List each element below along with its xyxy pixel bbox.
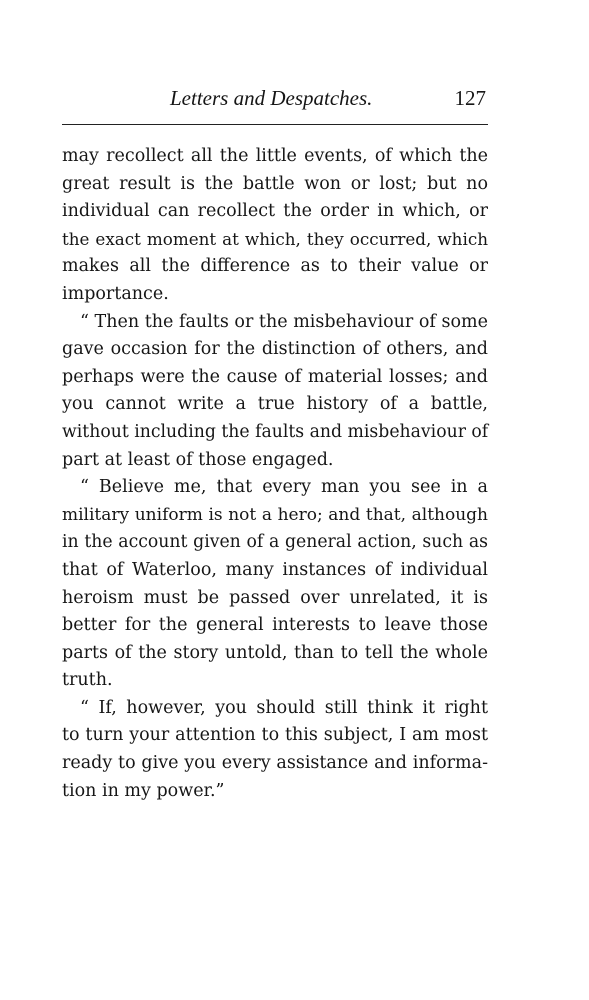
text-line: “ If, however, you should still think it right bbox=[80, 697, 488, 718]
text-line: ready to give you every assistance and informa- bbox=[62, 753, 488, 774]
text-line: truth. bbox=[62, 670, 113, 691]
text-line: that of Waterloo, many instances of individual bbox=[62, 559, 488, 580]
text-line: importance. bbox=[62, 283, 169, 304]
text-line: “ Believe me, that every man you see in a bbox=[80, 477, 488, 498]
text-line: in the account given of a general action, such as bbox=[62, 532, 488, 553]
text-line: “ Then the faults or the misbehaviour of some bbox=[80, 311, 488, 332]
running-title: Letters and Despatches. bbox=[170, 86, 373, 110]
text-line: heroism must be passed over unrelated, it is bbox=[62, 587, 488, 608]
text-line: better for the general interests to leave those bbox=[62, 615, 488, 636]
text-line: parts of the story untold, than to tell the whole bbox=[62, 642, 488, 663]
text-line: military uniform is not a hero; and that, although bbox=[62, 504, 488, 525]
running-head bbox=[62, 84, 488, 112]
text-line: without including the faults and misbehaviour of bbox=[62, 421, 489, 442]
body-text bbox=[62, 143, 488, 805]
text-line: you cannot write a true history of a battle, bbox=[62, 394, 488, 415]
text-line: part at least of those engaged. bbox=[62, 449, 334, 470]
text-line: great result is the battle won or lost; but no bbox=[62, 173, 488, 194]
text-line: may recollect all the little events, of which the bbox=[62, 146, 488, 166]
text-line: individual can recollect the order in which, or bbox=[62, 201, 488, 222]
page-number: 127 bbox=[454, 86, 486, 110]
text-line: the exact moment at which, they occurred, which bbox=[62, 228, 488, 249]
text-line: makes all the difference as to their value or bbox=[62, 256, 488, 277]
text-line: perhaps were the cause of material losses; and bbox=[62, 366, 488, 387]
header-rule bbox=[62, 124, 488, 125]
text-line: tion in my power.” bbox=[62, 780, 225, 801]
text-line: to turn your attention to this subject, I am most bbox=[62, 725, 488, 746]
text-line: gave occasion for the distinction of others, and bbox=[62, 339, 488, 360]
